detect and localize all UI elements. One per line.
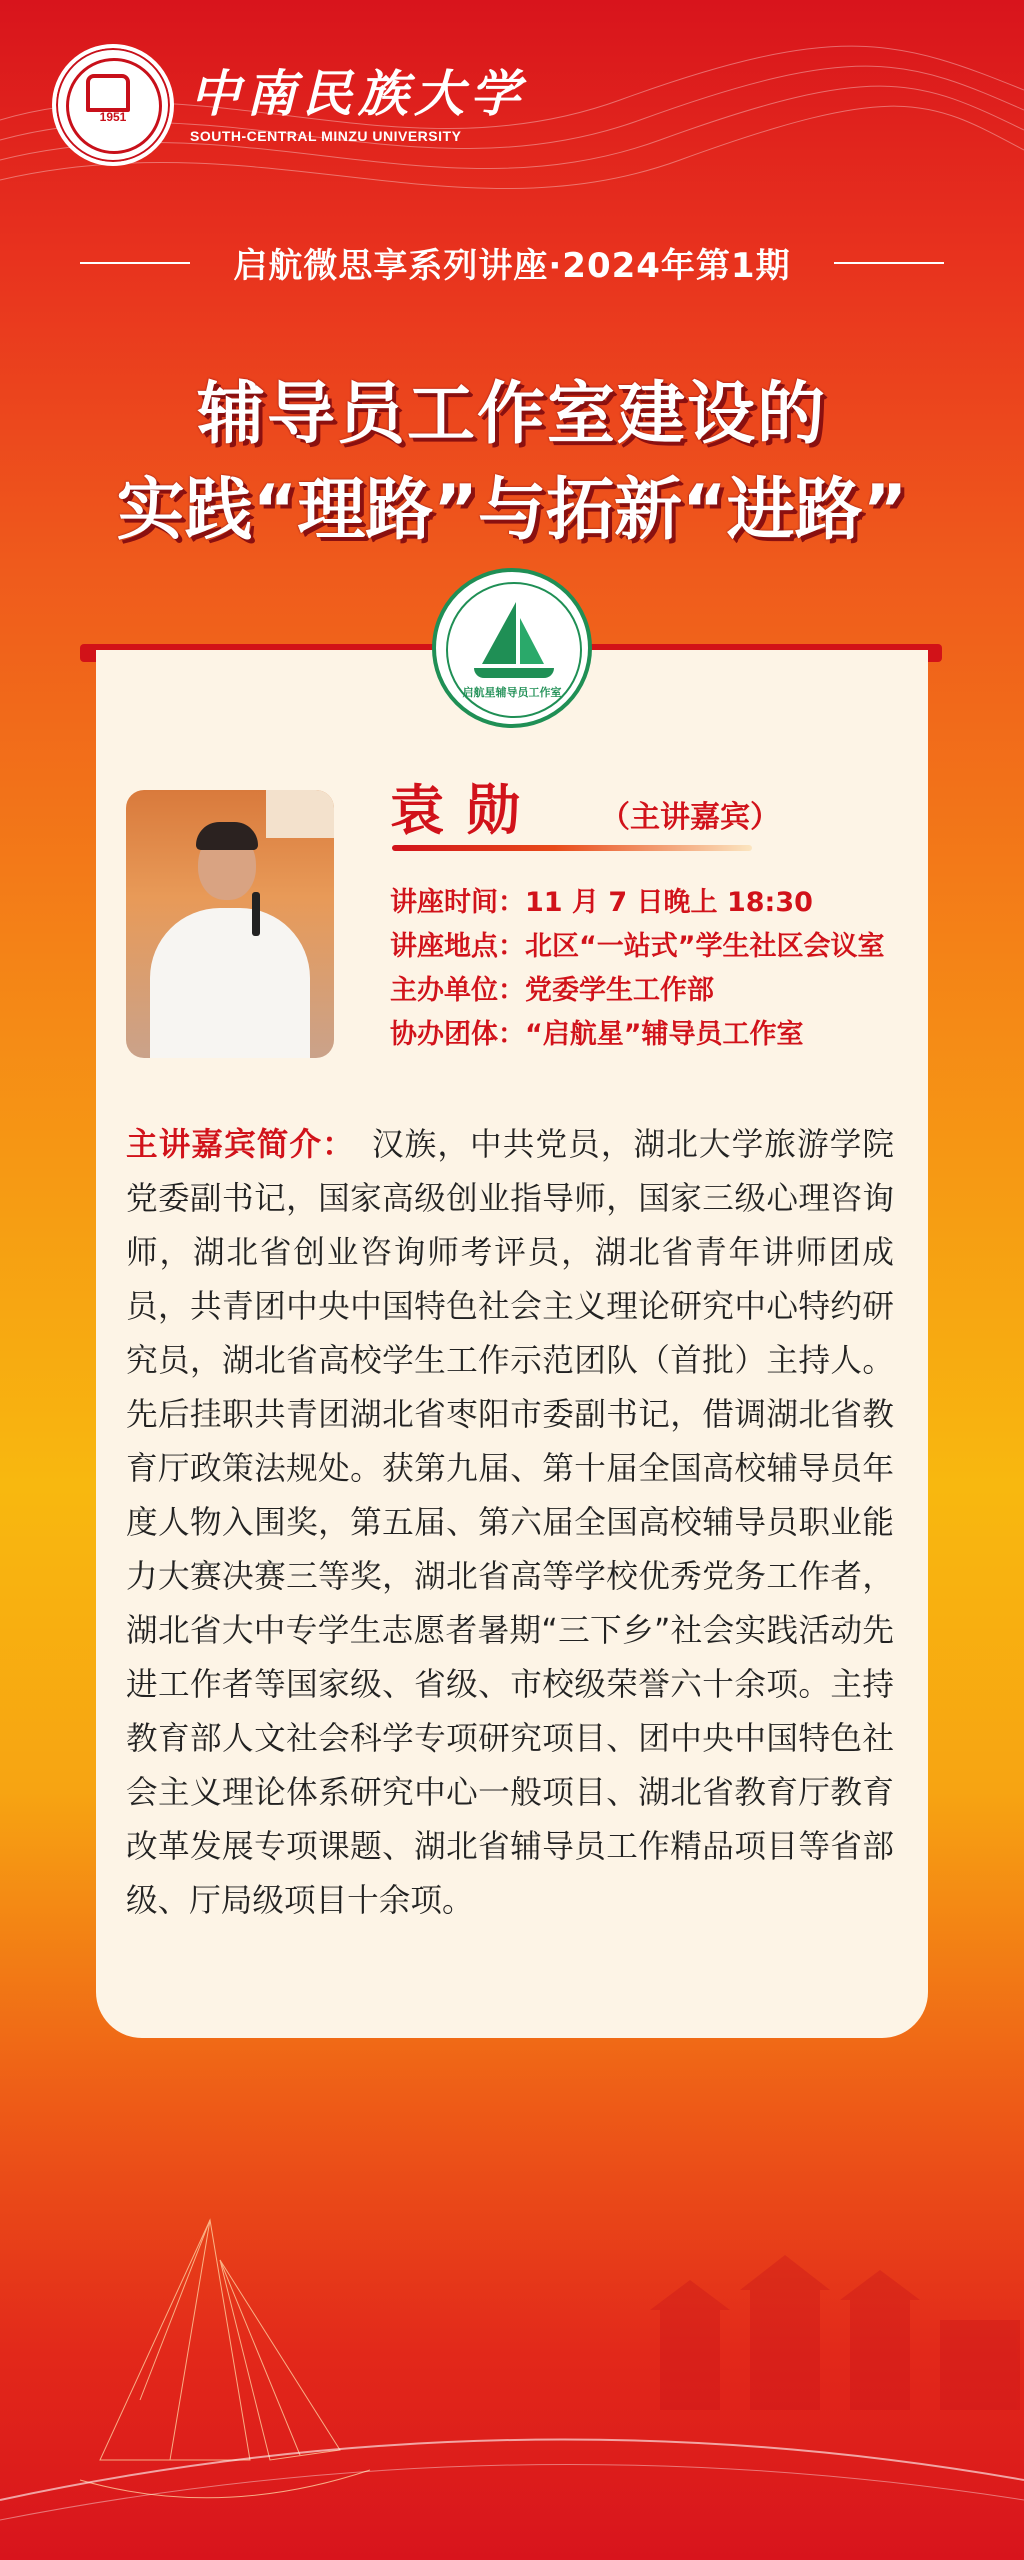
- bio-text: 汉族，中共党员，湖北大学旅游学院党委副书记，国家高级创业指导师，国家三级心理咨询师，湖北省创业咨询师考评员，湖北省青年讲师团成员，共青团中央中国特色社会主义理论研究中心特约研究员，湖北省高校学生工作示范团队（首批）主持人。先后挂职共青团湖北省枣阳市委副书记，借调湖北省教育厅政策法规处。获第九届、第十届全国高校辅导员年度人物入围奖，第五届、第六届全国高校辅导员职业能力大赛决赛三等奖，湖北省高等学校优秀党务工作者，湖北省大中专学生志愿者暑期“三下乡”社会实践活动先进工作者等国家级、省级、市校级荣誉六十余项。主持教育部人文社会科学专项研究项目、团中央中国特色社会主义理论体系研究中心一般项目、湖北省教育厅教育改革发展专项课题、湖北省辅导员工作精品项目等省部级、厅局级项目十余项。: [126, 1127, 894, 1919]
- university-name-cn: 中南民族大学: [190, 64, 526, 123]
- lecture-series-title: 启航微思享系列讲座·2024年第1期: [233, 246, 791, 286]
- speaker-photo: [126, 790, 334, 1058]
- studio-badge-logo: [432, 568, 592, 728]
- sail-icon: [482, 602, 516, 664]
- speaker-bio: [126, 1118, 894, 1928]
- seal-year: 1951: [99, 110, 127, 124]
- badge-name: 启航星辅导员工作室: [462, 686, 562, 699]
- name-underline: [392, 845, 752, 851]
- bottom-arc-decoration: [0, 2330, 1024, 2560]
- co-organizer: 协办团体：“启航星”辅导员工作室: [390, 1019, 804, 1050]
- microphone-icon: [252, 892, 260, 936]
- bio-label: 主讲嘉宾简介：: [126, 1127, 355, 1163]
- main-title-line1: 辅导员工作室建设的: [196, 375, 827, 454]
- speaker-role: （主讲嘉宾）: [600, 800, 780, 835]
- university-seal-logo: [52, 44, 174, 166]
- organizer: 主办单位：党委学生工作部: [390, 975, 714, 1006]
- speaker-name: 袁勋: [390, 779, 542, 842]
- lecture-time: 讲座时间：11 月 7 日晚上 18:30: [390, 887, 813, 918]
- university-name-en: SOUTH-CENTRAL MINZU UNIVERSITY: [190, 128, 462, 144]
- main-title-line2: 实践“理路”与拓新“进路”: [116, 471, 908, 550]
- lecture-location: 讲座地点：北区“一站式”学生社区会议室: [390, 931, 885, 962]
